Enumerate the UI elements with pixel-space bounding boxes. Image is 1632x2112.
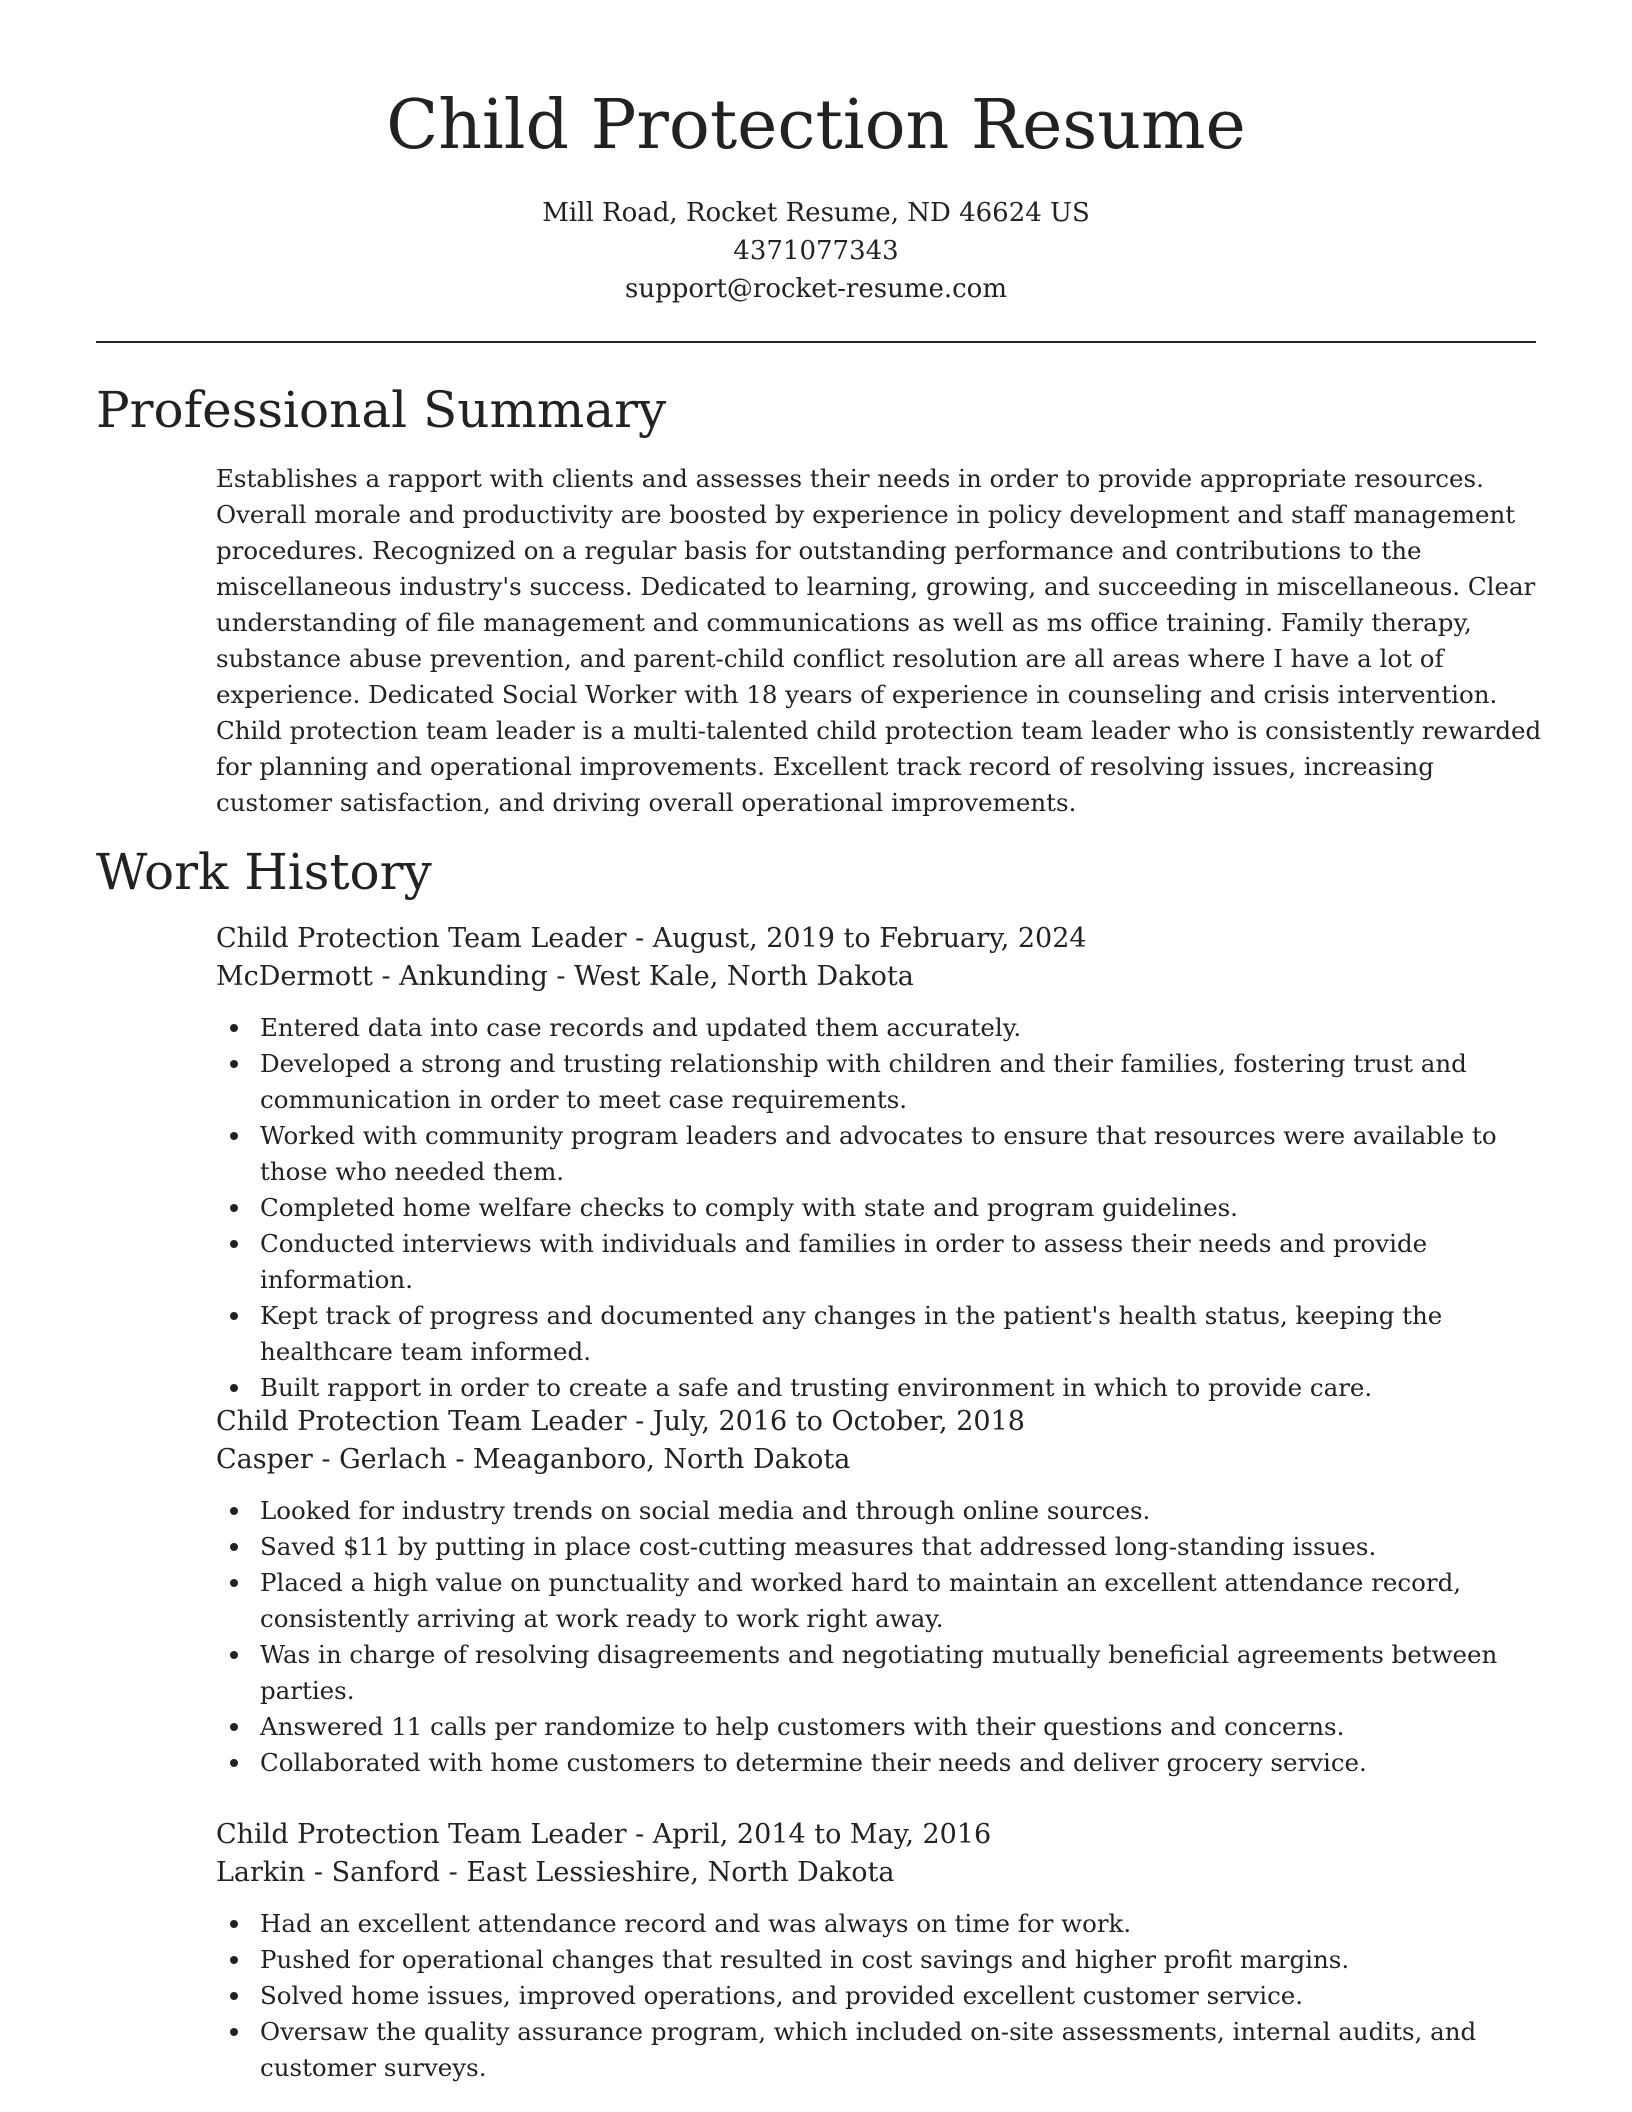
list-item — [216, 1709, 1546, 1745]
bullet-text: Answered 11 calls per randomize to help customers with their questions and concerns. — [260, 1712, 1345, 1741]
list-item — [216, 1493, 1546, 1529]
job-company-line: Casper - Gerlach - Meaganboro, North Dakota — [216, 1444, 851, 1475]
bullet-icon — [230, 1992, 238, 2000]
contact-block — [0, 194, 1632, 308]
bullet-text: Developed a strong and trusting relationship with children and their families, fostering trust and communication in order to meet case requirements. — [260, 1049, 1467, 1114]
bullet-icon — [230, 1507, 238, 1515]
bullet-text: Placed a high value on punctuality and worked hard to maintain an excellent attendance record, consistently arriving at work ready to work right away. — [260, 1568, 1462, 1633]
bullet-icon — [230, 1543, 238, 1551]
list-item — [216, 1226, 1546, 1298]
list-item — [216, 1637, 1546, 1709]
header-divider — [96, 341, 1536, 343]
bullet-text: Conducted interviews with individuals and families in order to assess their needs and provide information. — [260, 1229, 1428, 1294]
bullet-icon — [230, 1920, 238, 1928]
summary-heading: Professional Summary — [96, 381, 667, 439]
contact-address: Mill Road, Rocket Resume, ND 46624 US — [542, 198, 1090, 228]
list-item — [216, 1190, 1546, 1226]
list-item — [216, 2014, 1546, 2086]
list-item — [216, 1978, 1546, 2014]
bullet-icon — [230, 1240, 238, 1248]
list-item — [216, 1565, 1546, 1637]
job-title-line: Child Protection Team Leader - July, 2016 to October, 2018 — [216, 1406, 1025, 1437]
bullet-text: Saved $11 by putting in place cost-cutting measures that addressed long-standing issues. — [260, 1532, 1377, 1561]
job-bullet-list — [216, 1493, 1546, 1781]
bullet-icon — [230, 1956, 238, 1964]
contact-email: support@rocket-resume.com — [624, 274, 1007, 304]
bullet-text: Pushed for operational changes that resulted in cost savings and higher profit margins. — [260, 1945, 1350, 1974]
bullet-text: Built rapport in order to create a safe and trusting environment in which to provide care. — [260, 1373, 1373, 1402]
job-company-line: McDermott - Ankunding - West Kale, North Dakota — [216, 961, 914, 992]
bullet-icon — [230, 1132, 238, 1140]
job-entry — [216, 1816, 1546, 2086]
job-bullet-list — [216, 1906, 1546, 2086]
list-item — [216, 1906, 1546, 1942]
bullet-icon — [230, 1060, 238, 1068]
bullet-text: Entered data into case records and updated them accurately. — [260, 1013, 1022, 1042]
resume-header — [0, 0, 1632, 308]
bullet-text: Solved home issues, improved operations, and provided excellent customer service. — [260, 1981, 1304, 2010]
list-item — [216, 1942, 1546, 1978]
bullet-icon — [230, 1312, 238, 1320]
bullet-text: Was in charge of resolving disagreements and negotiating mutually beneficial agreements between parties. — [260, 1640, 1498, 1705]
list-item — [216, 1298, 1546, 1370]
job-entry — [216, 1403, 1546, 1781]
bullet-text: Worked with community program leaders and advocates to ensure that resources were available to those who needed them. — [260, 1121, 1497, 1186]
list-item — [216, 1745, 1546, 1781]
bullet-icon — [230, 1384, 238, 1392]
job-title-line: Child Protection Team Leader - April, 2014 to May, 2016 — [216, 1819, 992, 1850]
job-title-line: Child Protection Team Leader - August, 2019 to February, 2024 — [216, 923, 1087, 954]
bullet-text: Collaborated with home customers to determine their needs and deliver grocery service. — [260, 1748, 1367, 1777]
bullet-text: Oversaw the quality assurance program, which included on-site assessments, internal audits, and customer surveys. — [260, 2017, 1477, 2082]
bullet-icon — [230, 1759, 238, 1767]
bullet-icon — [230, 1579, 238, 1587]
bullet-text: Completed home welfare checks to comply with state and program guidelines. — [260, 1193, 1238, 1222]
bullet-text: Had an excellent attendance record and was always on time for work. — [260, 1909, 1132, 1938]
list-item — [216, 1370, 1546, 1406]
list-item — [216, 1046, 1546, 1118]
job-company-line: Larkin - Sanford - East Lessieshire, North Dakota — [216, 1857, 895, 1888]
bullet-icon — [230, 1204, 238, 1212]
bullet-icon — [230, 1024, 238, 1032]
job-entry — [216, 920, 1546, 1406]
bullet-icon — [230, 2028, 238, 2036]
summary-text: Establishes a rapport with clients and assesses their needs in order to provide appropriate resources. Overall morale and productivity are boosted by experience in policy development and staff management procedures. Recognized on a regular basis for outstanding performance and contributions to the miscellaneous industry's success. Dedicated to learning, growing, and succeeding in miscellaneous. Clear understanding of file management and communications as well as ms office training. Family therapy, substance abuse prevention, and parent-child conflict resolution are all areas where I have a lot of experience. Dedicated Social Worker with 18 years of experience in counseling and crisis intervention. Child protection team leader is a multi-talented child protection team leader who is consistently rewarded for planning and operational improvements. Excellent track record of resolving issues, increasing customer satisfaction, and driving overall operational improvements. — [216, 464, 1542, 817]
bullet-icon — [230, 1651, 238, 1659]
contact-phone: 4371077343 — [733, 236, 899, 266]
resume-title: Child Protection Resume — [386, 86, 1246, 165]
job-bullet-list — [216, 1010, 1546, 1406]
work-history-heading: Work History — [96, 843, 432, 901]
list-item — [216, 1118, 1546, 1190]
list-item — [216, 1529, 1546, 1565]
bullet-text: Kept track of progress and documented any changes in the patient's health status, keeping the healthcare team informed. — [260, 1301, 1443, 1366]
bullet-text: Looked for industry trends on social media and through online sources. — [260, 1496, 1151, 1525]
list-item — [216, 1010, 1546, 1046]
bullet-icon — [230, 1723, 238, 1731]
